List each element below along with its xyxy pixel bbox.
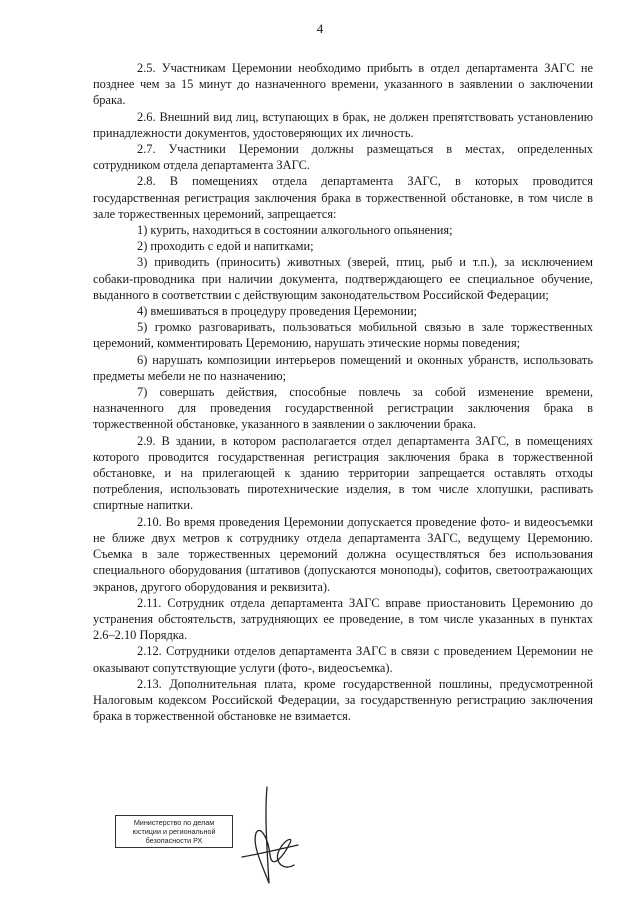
page-number: 4 <box>316 21 324 36</box>
paragraph-2-13: 2.13. Дополнительная плата, кроме государственной пошлины, предусмотренной Налоговым кодексом Российской Федерации, за государственную регистрацию заключения брака в торжественной обстановке не взимается. <box>93 676 593 724</box>
list-item-2: 2) проходить с едой и напитками; <box>137 239 314 254</box>
paragraph-2-5: 2.5. Участникам Церемонии необходимо прибыть в отдел департамента ЗАГС не позднее чем за 15 минут до назначенного времени, указанного в заявлении о заключении брака. <box>93 61 593 108</box>
paragraph-2-6: 2.6. Внешний вид лиц, вступающих в брак, не должен препятствовать установлению принадлежности документов, удостоверяющих их личность. <box>93 109 593 140</box>
list-item-1: 1) курить, находиться в состоянии алкогольного опьянения; <box>137 223 453 238</box>
paragraph-2-12: 2.12. Сотрудники отделов департамента ЗАГС в связи с проведением Церемонии не оказывают сопутствующие услуги (фото-, видеосъемка). <box>93 644 593 675</box>
stamp-line-2: юстиции и региональной <box>132 827 216 836</box>
list-item-6: 6) нарушать композиции интерьеров помещений и оконных убранств, использовать предметы мебели не по назначению; <box>93 352 593 383</box>
paragraph-2-10: 2.10. Во время проведения Церемонии допускается проведение фото- и видеосъемки не ближе двух метров к сотруднику отдела департамента ЗАГС, ведущему Церемонию. Съемка в зале торжественных церемоний должна осуществляться без использования специального оборудования (штативов (допускаются моноподы), софитов, светоотражающих экранов, другого оборудования и реквизита). <box>93 514 593 594</box>
paragraph-2-8: 2.8. В помещениях отдела департамента ЗАГС, в которых проводится государственная регистрация заключения брака в торжественной обстановке, в том числе в зале торжественных церемоний, запрещается: <box>93 174 593 221</box>
list-item-5: 5) громко разговаривать, пользоваться мобильной связью в зале торжественных церемоний, комментировать Церемонию, нарушать этические нормы поведения; <box>93 320 593 351</box>
stamp-line-3: безопасности РХ <box>145 836 203 845</box>
handwritten-signature <box>232 785 302 890</box>
document-body <box>93 60 593 724</box>
paragraph-2-7: 2.7. Участники Церемонии должны размещаться в местах, определенных сотрудником отдела департамента ЗАГС. <box>93 142 593 173</box>
stamp-line-1: Министерство по делам <box>133 818 215 827</box>
paragraph-2-11: 2.11. Сотрудник отдела департамента ЗАГС вправе приостановить Церемонию до устранения обстоятельств, затрудняющих ее проведение, в том числе указанных в пунктах 2.6–2.10 Порядка. <box>93 595 593 643</box>
ministry-stamp <box>115 815 233 848</box>
list-item-7: 7) совершать действия, способные повлечь за собой изменение времени, назначенного для проведения государственной регистрации заключения брака в торжественной обстановке, указанного в заявлении о заключении брака. <box>93 385 593 432</box>
list-item-3: 3) приводить (приносить) животных (зверей, птиц, рыб и т.п.), за исключением собаки-проводника при наличии документа, подтверждающего ее специальное обучение, выданного в соответствии с действующим законодательством Российской Федерации; <box>93 255 593 302</box>
paragraph-2-9: 2.9. В здании, в котором располагается отдел департамента ЗАГС, в помещениях которого проводится государственная регистрация заключения брака в торжественной обстановке, и на прилегающей к зданию территории запрещается оставлять отходы потребления, использовать пиротехнические изделия, в том числе хлопушки, распивать спиртные напитки. <box>93 433 593 513</box>
list-item-4: 4) вмешиваться в процедуру проведения Церемонии; <box>137 304 418 319</box>
